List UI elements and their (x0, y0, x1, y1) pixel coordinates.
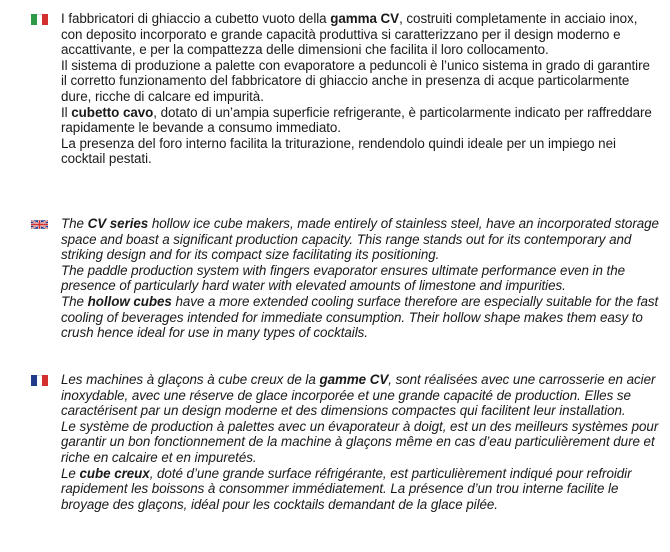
paragraph: The CV series hollow ice cube makers, made entirely of stainless steel, have an incorporated storage space and boast a significant production capacity. This range stands out for its contemporary and striking design and for its compact size facilitating its positioning. (61, 216, 659, 263)
paragraph: I fabbricatori di ghiaccio a cubetto vuoto della gamma CV, costruiti completamente in acciaio inox, con deposito incorporato e grande capacità produttiva si caratterizzano per il design moderno e accattivante, e per la compattezza delle dimensioni che facilita il loro collocamento. (61, 11, 638, 58)
paragraph: The paddle production system with fingers evaporator ensures ultimate performance even in the presence of particularly hard water with elevated amounts of limestone and impurities. (61, 262, 626, 294)
section-italian (61, 11, 659, 167)
paragraph: Le cube creux, doté d’une grande surface réfrigérante, est particulièrement indiqué pour refroidir rapidement les boissons à consommer immédiatement. La présence d’un trou interne facilite le broyage des glaçons, idéal pour les cocktails demandant de la glace pilée. (61, 465, 632, 512)
flag-stripe-red (42, 14, 48, 25)
paragraph: Les machines à glaçons à cube creux de la gamme CV, sont réalisées avec une carrosserie en acier inoxydable, avec une réserve de glace incorporée et une grande capacité de production. Elles se caractérisent par un design moderne et des dimensions compactes qui facilitent leur installation. (61, 372, 656, 419)
paragraph: La presenza del foro interno facilita la triturazione, rendendolo quindi ideale per un impiego nei cocktail pestati. (61, 135, 616, 167)
paragraph: Le système de production à palettes avec un évaporateur à doigt, est un des meilleurs systèmes pour garantir un bon fonctionnement de la machine à glaçons même en cas d’eau particulièrement dure et riche en calcaire et en impuretés. (61, 418, 659, 465)
paragraph: The hollow cubes have a more extended cooling surface therefore are especially suitable for the fast cooling of beverages intended for immediate consumption. Their hollow shape makes them easy to crush hence ideal for use in many types of cocktails. (61, 293, 659, 341)
section-french (61, 372, 659, 512)
flag-stripe-red (42, 375, 48, 386)
italy-flag-icon (31, 14, 48, 25)
section-english (61, 216, 659, 341)
paragraph: Il sistema di produzione a palette con evaporatore a peduncoli è l’unico sistema in grado di garantire il corretto funzionamento del fabbricatore di ghiaccio anche in presenza di acque particolarmente dure, ricche di calcare ed impurità. (61, 57, 650, 104)
france-flag-icon (31, 375, 48, 386)
uk-flag-icon (31, 219, 48, 230)
paragraph: Il cubetto cavo, dotato di un’ampia superficie refrigerante, è particolarmente indicato per raffreddare rapidamente le bevande a consumo immediato. (61, 104, 652, 136)
